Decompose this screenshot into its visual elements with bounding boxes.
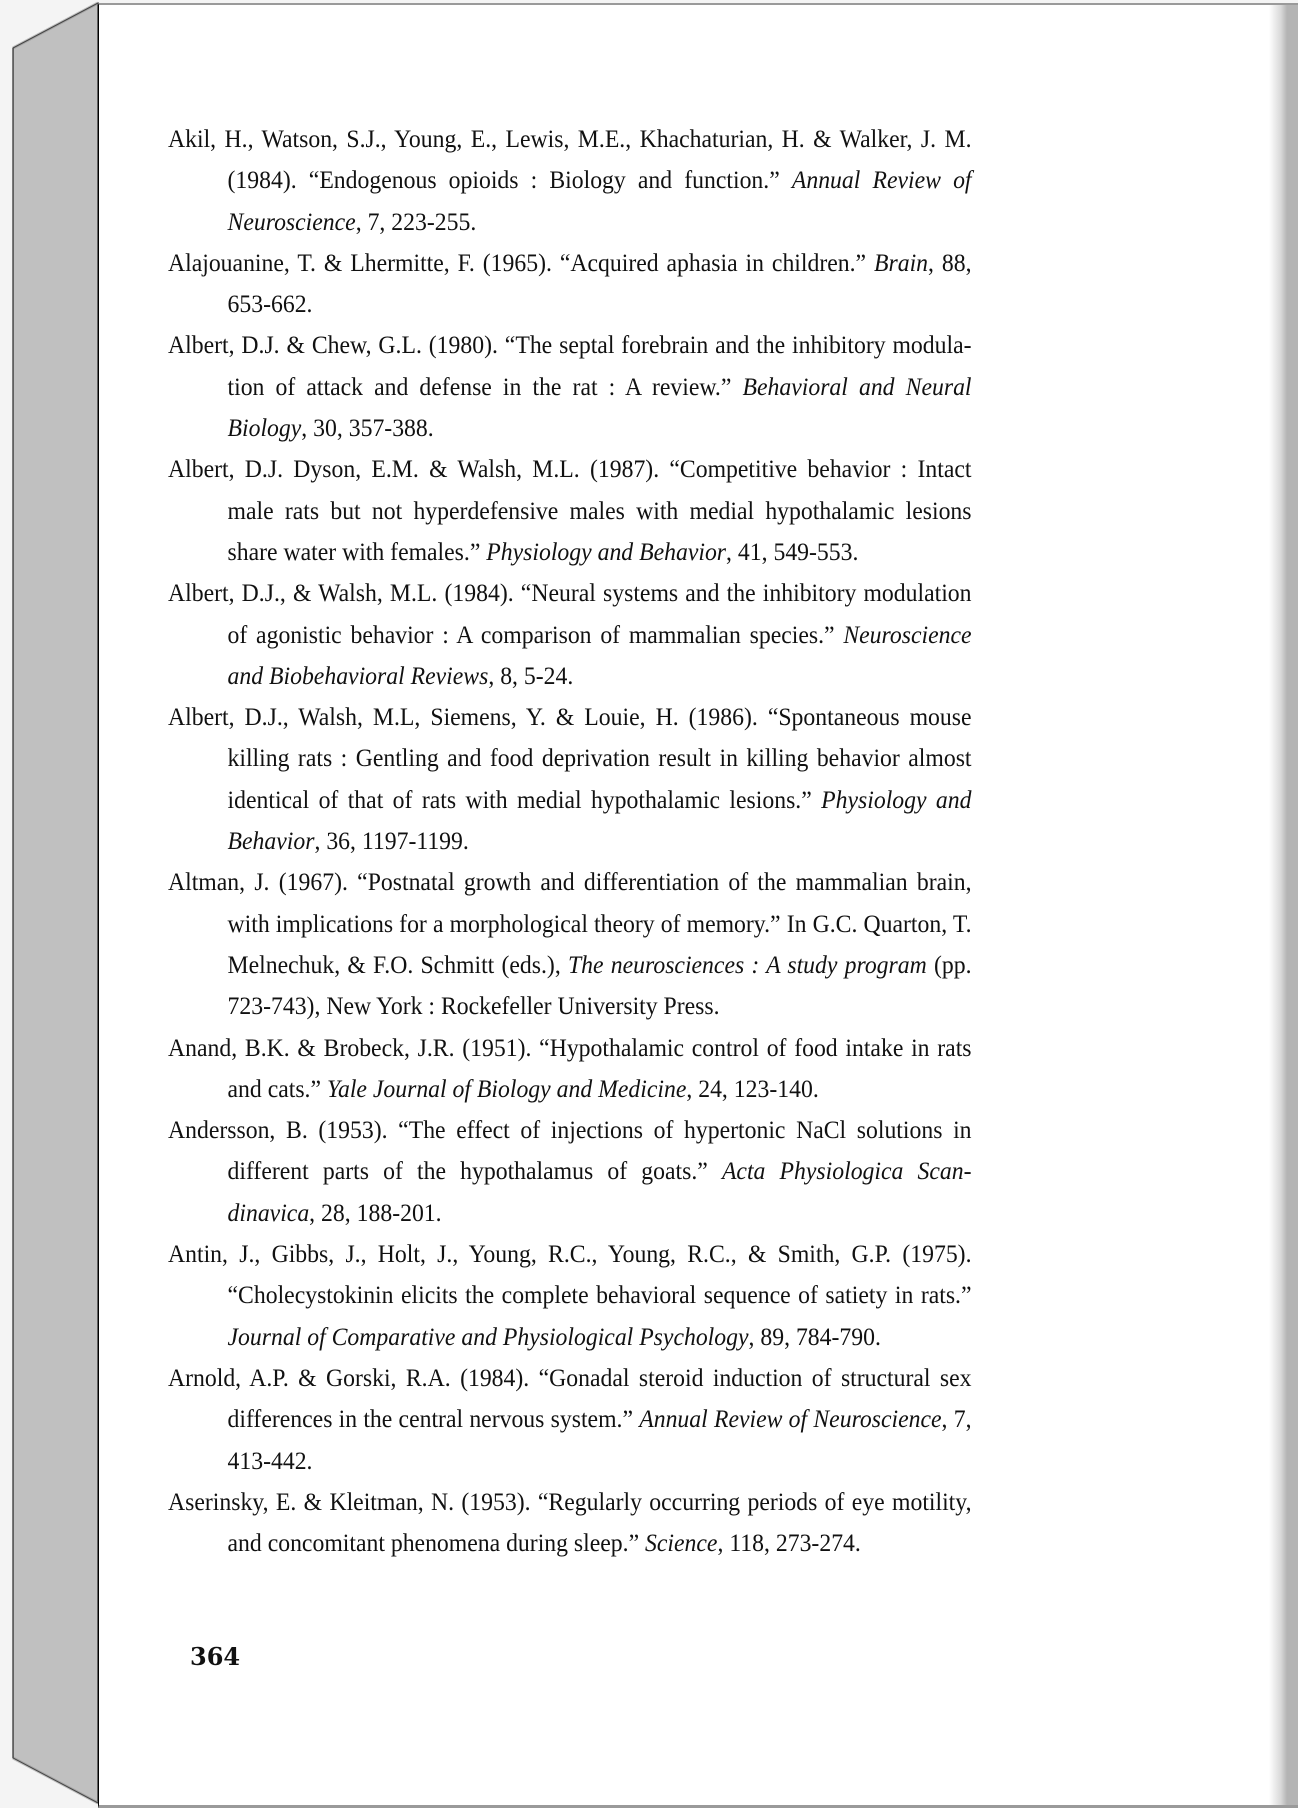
journal-title: Physiology and Behavior bbox=[486, 536, 727, 566]
journal-title: Science bbox=[645, 1528, 718, 1558]
reference-entry: Altman, J. (1967). “Postnatal growth and differentiation of the mammalian brain, with implications for a morphological theory of memory.” In G.C. Quarton, T. Melnechuk, & F.O. Schmitt (eds.), The neurosciences : A study program (pp. 723-743), New York : Rockefeller University Press. bbox=[168, 867, 972, 1021]
journal-title: Yale Journal of Biology and Medicine bbox=[326, 1073, 687, 1103]
reference-entry: Antin, J., Gibbs, J., Holt, J., Young, R.C., Young, R.C., & Smith, G.P. (1975). “Cholecystokinin elicits the complete behavioral sequence of satiety in rats.” Journal of Comparative and Physiological Psychology, 89, 784-790. bbox=[168, 1239, 972, 1351]
journal-title: Physiology and Behavior bbox=[227, 784, 972, 856]
reference-entry: Alajouanine, T. & Lhermitte, F. (1965). “Acquired aphasia in children.” Brain, 88, 653-662. bbox=[168, 247, 972, 319]
reference-entry: Andersson, B. (1953). “The effect of injections of hypertonic NaCl solutions in different parts of the hypothalamus of goats.” Acta Physiologica Scan-dinavica, 28, 188-201. bbox=[168, 1115, 972, 1227]
journal-title: Brain bbox=[874, 247, 929, 277]
journal-title: Behavioral and Neural Biology bbox=[227, 371, 972, 443]
reference-entry: Albert, D.J., Walsh, M.L, Siemens, Y. & Louie, H. (1986). “Spontaneous mouse killing rats : Gentling and food deprivation result in killing behavior almost identical of that of rats with medial hypothalamic lesions.” Physiology and Behavior, 36, 1197-1199. bbox=[168, 702, 972, 856]
reference-entry: Arnold, A.P. & Gorski, R.A. (1984). “Gonadal steroid induction of structural sex differences in the central nervous system.” Annual Review of Neuroscience, 7, 413-442. bbox=[168, 1362, 972, 1475]
reference-entry: Akil, H., Watson, S.J., Young, E., Lewis, M.E., Khachaturian, H. & Walker, J. M. (1984). “Endogenous opioids : Biology and function.” Annual Review of Neuroscience, 7, 223-255. bbox=[168, 124, 972, 236]
reference-entry: Anand, B.K. & Brobeck, J.R. (1951). “Hypothalamic control of food intake in rats and cats.” Yale Journal of Biology and Medicine, 24, 123-140. bbox=[168, 1032, 972, 1103]
journal-title: Neuroscience and Biobehavioral Reviews bbox=[227, 619, 972, 690]
journal-title: Acta Physiologica Scan-dinavica bbox=[227, 1156, 972, 1227]
journal-title: The neurosciences : A study program bbox=[567, 949, 927, 979]
reference-entry: Albert, D.J. & Chew, G.L. (1980). “The septal forebrain and the inhibitory modula-tion of attack and defense in the rat : A review.” Behavioral and Neural Biology, 30, 357-388. bbox=[168, 330, 972, 443]
book-spine bbox=[0, 0, 100, 1806]
reference-entry: Albert, D.J. Dyson, E.M. & Walsh, M.L. (1987). “Competitive behavior : Intact male rats but not hyperdefensive males with medial hypothalamic lesions share water with females.” Physiology and Behavior, 41, 549-553. bbox=[168, 454, 972, 566]
journal-title: Annual Review of Neuroscience bbox=[227, 165, 972, 236]
reference-entry: Aserinsky, E. & Kleitman, N. (1953). “Regularly occurring periods of eye motility, and concomitant phenomena during sleep.” Science, 118, 273-274. bbox=[168, 1486, 972, 1558]
page-edge-shadow bbox=[1269, 5, 1298, 1805]
page-number: 364 bbox=[190, 1642, 241, 1671]
journal-title: Annual Review of Neuroscience bbox=[639, 1404, 942, 1434]
reference-list bbox=[168, 118, 972, 1563]
journal-title: Journal of Comparative and Physiological Psychology bbox=[227, 1321, 749, 1351]
reference-entry: Albert, D.J., & Walsh, M.L. (1984). “Neural systems and the inhibitory modulation of agonistic behavior : A comparison of mammalian species.” Neuroscience and Biobehavioral Reviews, 8, 5-24. bbox=[168, 578, 972, 690]
